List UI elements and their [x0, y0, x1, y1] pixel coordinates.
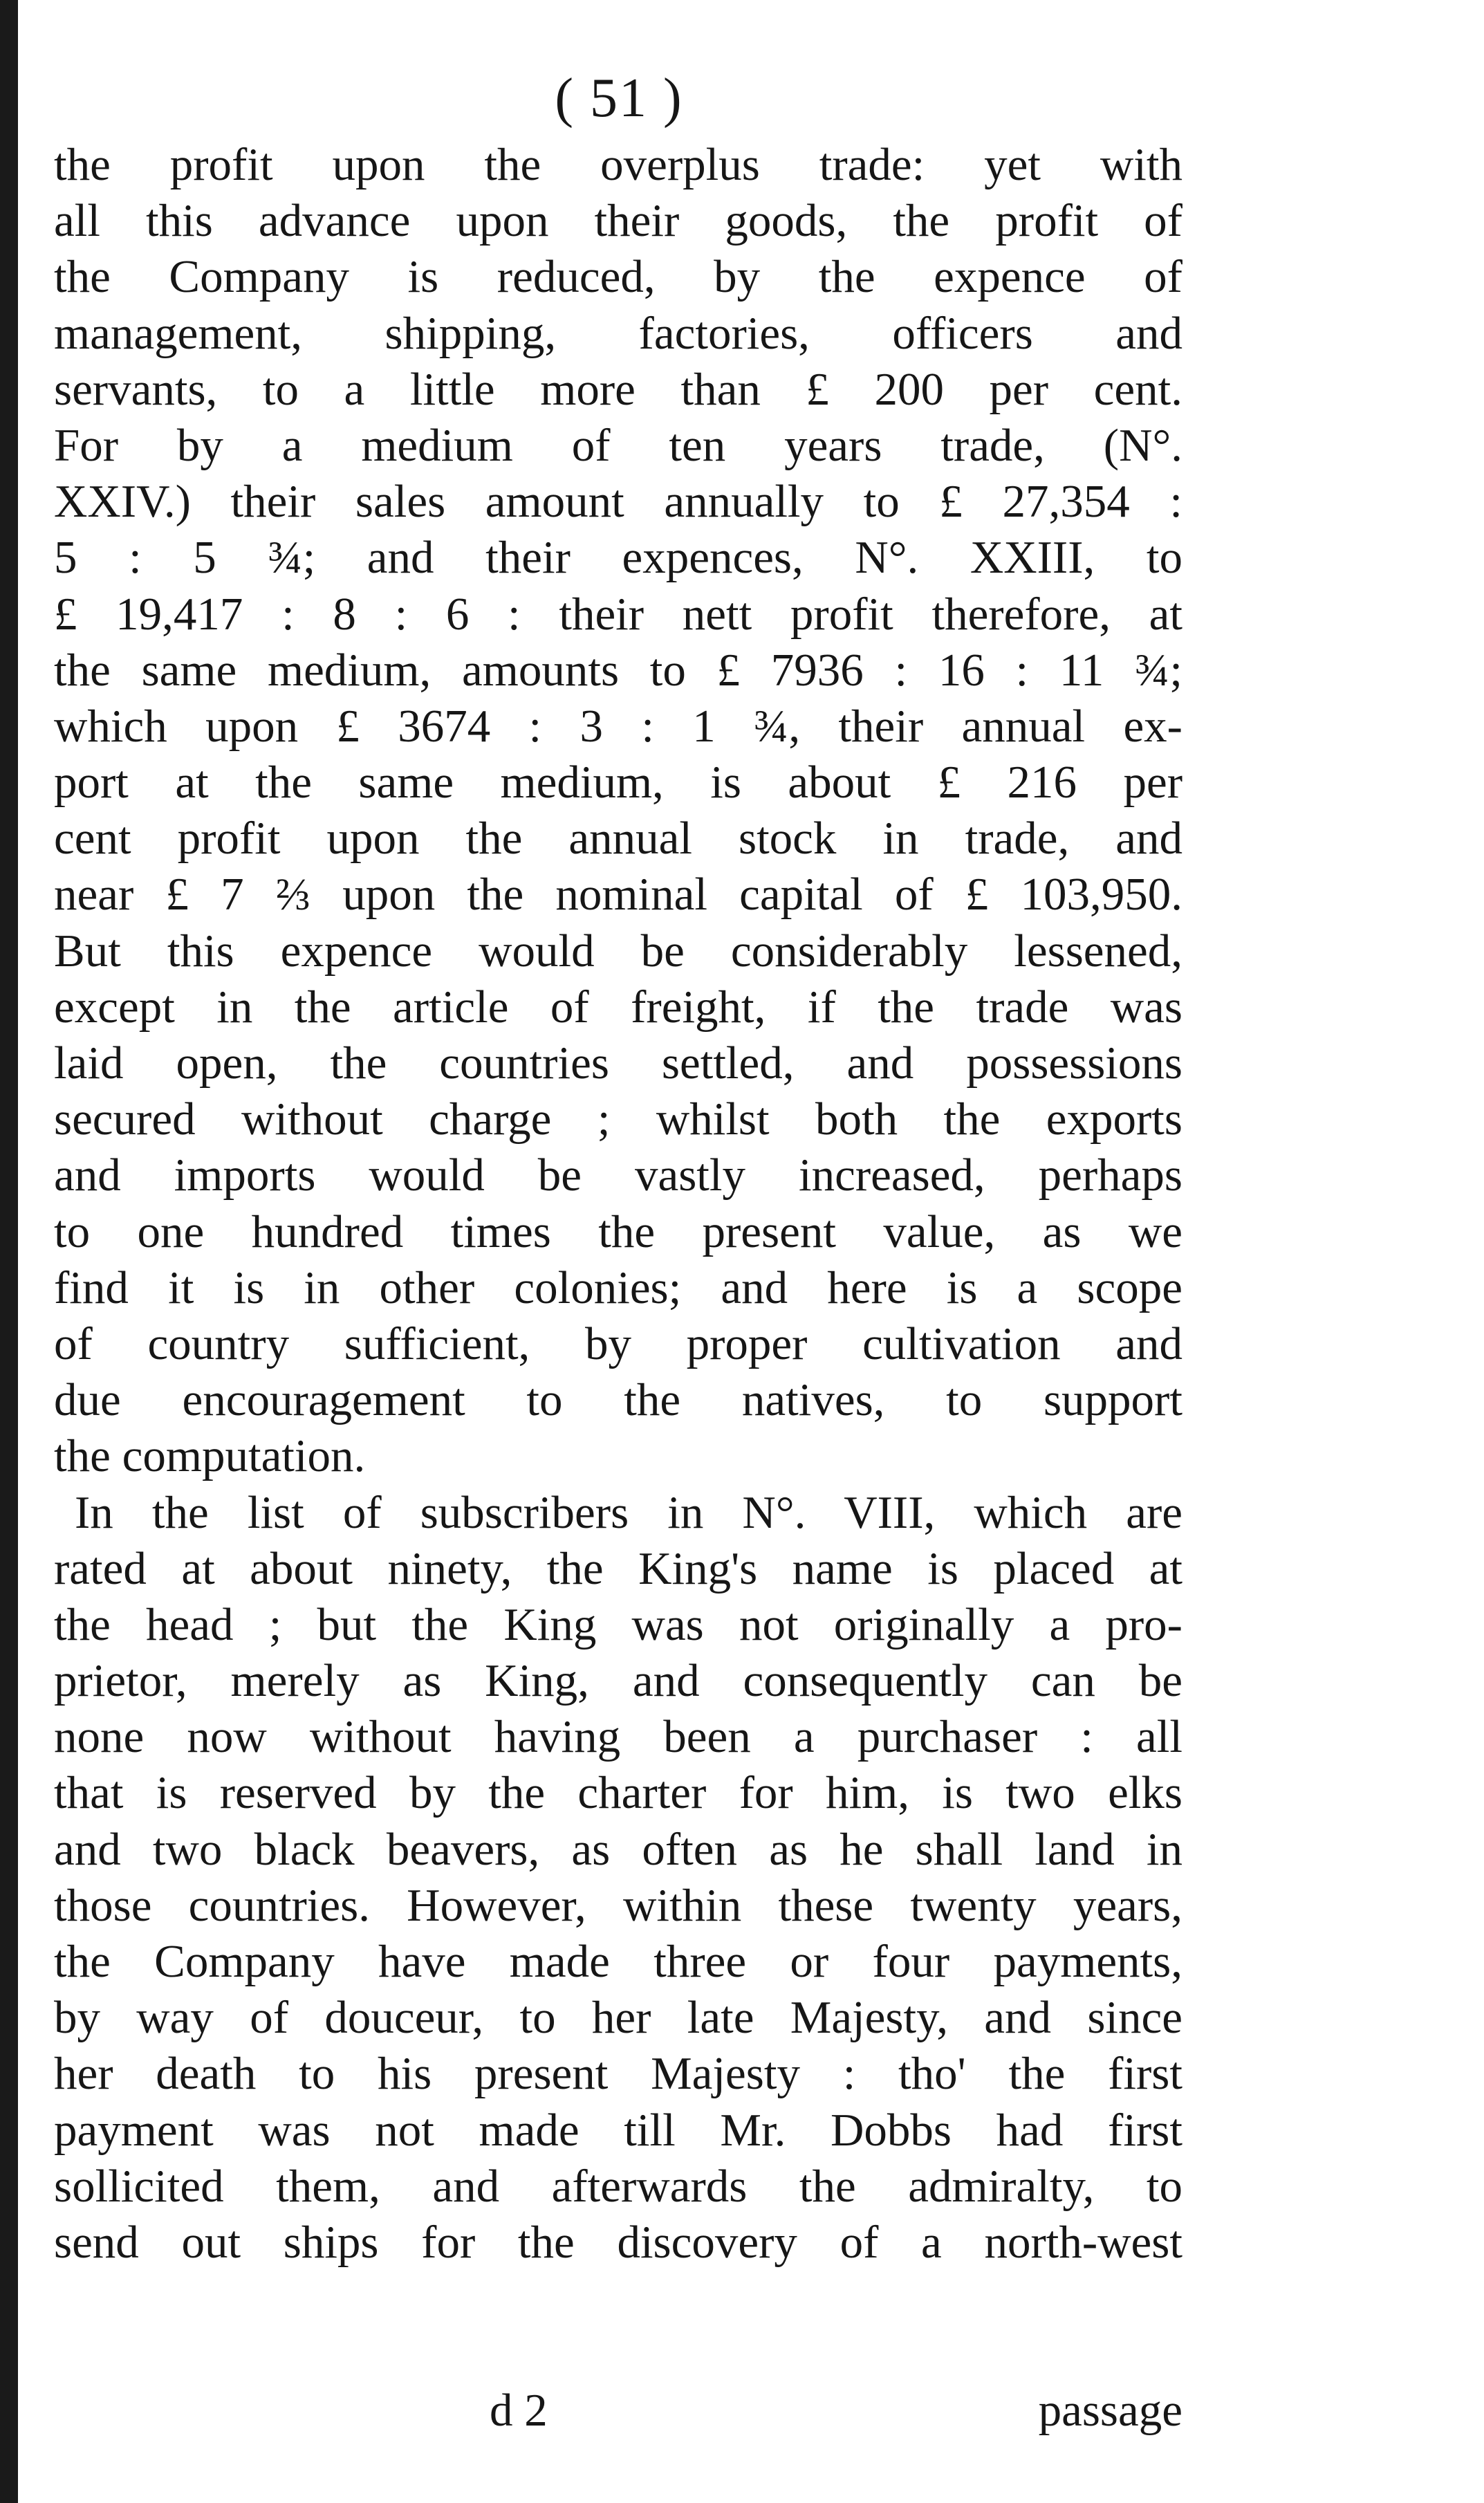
catchword: passage: [1038, 2385, 1182, 2436]
text-line: prietor, merely as King, and consequently can be: [54, 1655, 1182, 1707]
text-line: all this advance upon their goods, the profit of: [54, 195, 1182, 247]
text-line: cent profit upon the annual stock in trade, and: [54, 813, 1182, 865]
text-line: those countries. However, within these twenty years,: [54, 1879, 1182, 1931]
text-line: due encouragement to the natives, to support: [54, 1374, 1182, 1426]
text-line: management, shipping, factories, officers and: [54, 307, 1182, 359]
text-line: But this expence would be considerably lessened,: [54, 925, 1182, 977]
page-footer: [54, 2379, 1182, 2441]
text-line: secured without charge ; whilst both the exports: [54, 1093, 1182, 1145]
text-line: servants, to a little more than £ 200 per cent.: [54, 363, 1182, 415]
text-line: that is reserved by the charter for him, is two elks: [54, 1767, 1182, 1819]
text-line: to one hundred times the present value, as we: [54, 1206, 1182, 1257]
text-line: 5 : 5 ¾; and their expences, N°. XXIII, to: [54, 532, 1182, 584]
text-line: port at the same medium, is about £ 216 per: [54, 757, 1182, 809]
text-line: the profit upon the overplus trade: yet with: [54, 139, 1182, 190]
signature-mark: d 2: [490, 2385, 548, 2436]
body-text: [54, 137, 1182, 2271]
text-line: her death to his present Majesty : tho' the first: [54, 2048, 1182, 2100]
text-line: and two black beavers, as often as he shall land in: [54, 1823, 1182, 1875]
paragraph-end-line: the computation.: [54, 1430, 366, 1482]
text-line: of country sufficient, by proper cultivation and: [54, 1318, 1182, 1369]
text-line: For by a medium of ten years trade, (N°.: [54, 419, 1182, 471]
text-line: find it is in other colonies; and here is a scope: [54, 1262, 1182, 1313]
text-line: which upon £ 3674 : 3 : 1 ¾, their annual ex-: [54, 700, 1182, 752]
paragraph-start-line: In the list of subscribers in N°. VIII, which are: [75, 1486, 1182, 1538]
text-line: send out ships for the discovery of a north-west: [54, 2216, 1182, 2268]
text-line: the Company is reduced, by the expence of: [54, 251, 1182, 303]
page-number: ( 51 ): [555, 68, 683, 129]
text-line: and imports would be vastly increased, perhaps: [54, 1149, 1182, 1201]
text-line: near £ 7 ⅔ upon the nominal capital of £ 103,950.: [54, 869, 1182, 921]
text-line: the same medium, amounts to £ 7936 : 16 : 11 ¾;: [54, 644, 1182, 696]
text-line: the head ; but the King was not originally a pro-: [54, 1598, 1182, 1650]
text-line: sollicited them, and afterwards the admiralty, to: [54, 2160, 1182, 2212]
text-line: except in the article of freight, if the trade was: [54, 981, 1182, 1033]
text-line: none now without having been a purchaser : all: [54, 1711, 1182, 1763]
text-line: the Company have made three or four payments,: [54, 1936, 1182, 1987]
text-line: rated at about ninety, the King's name is placed at: [54, 1542, 1182, 1594]
text-line: payment was not made till Mr. Dobbs had first: [54, 2104, 1182, 2156]
left-margin-rule: [0, 0, 18, 2503]
text-line: £ 19,417 : 8 : 6 : their nett profit therefore, at: [54, 588, 1182, 640]
text-line: XXIV.) their sales amount annually to £ 27,354 :: [54, 476, 1182, 528]
text-line: by way of douceur, to her late Majesty, and since: [54, 1992, 1182, 2044]
text-line: laid open, the countries settled, and possessions: [54, 1037, 1182, 1089]
